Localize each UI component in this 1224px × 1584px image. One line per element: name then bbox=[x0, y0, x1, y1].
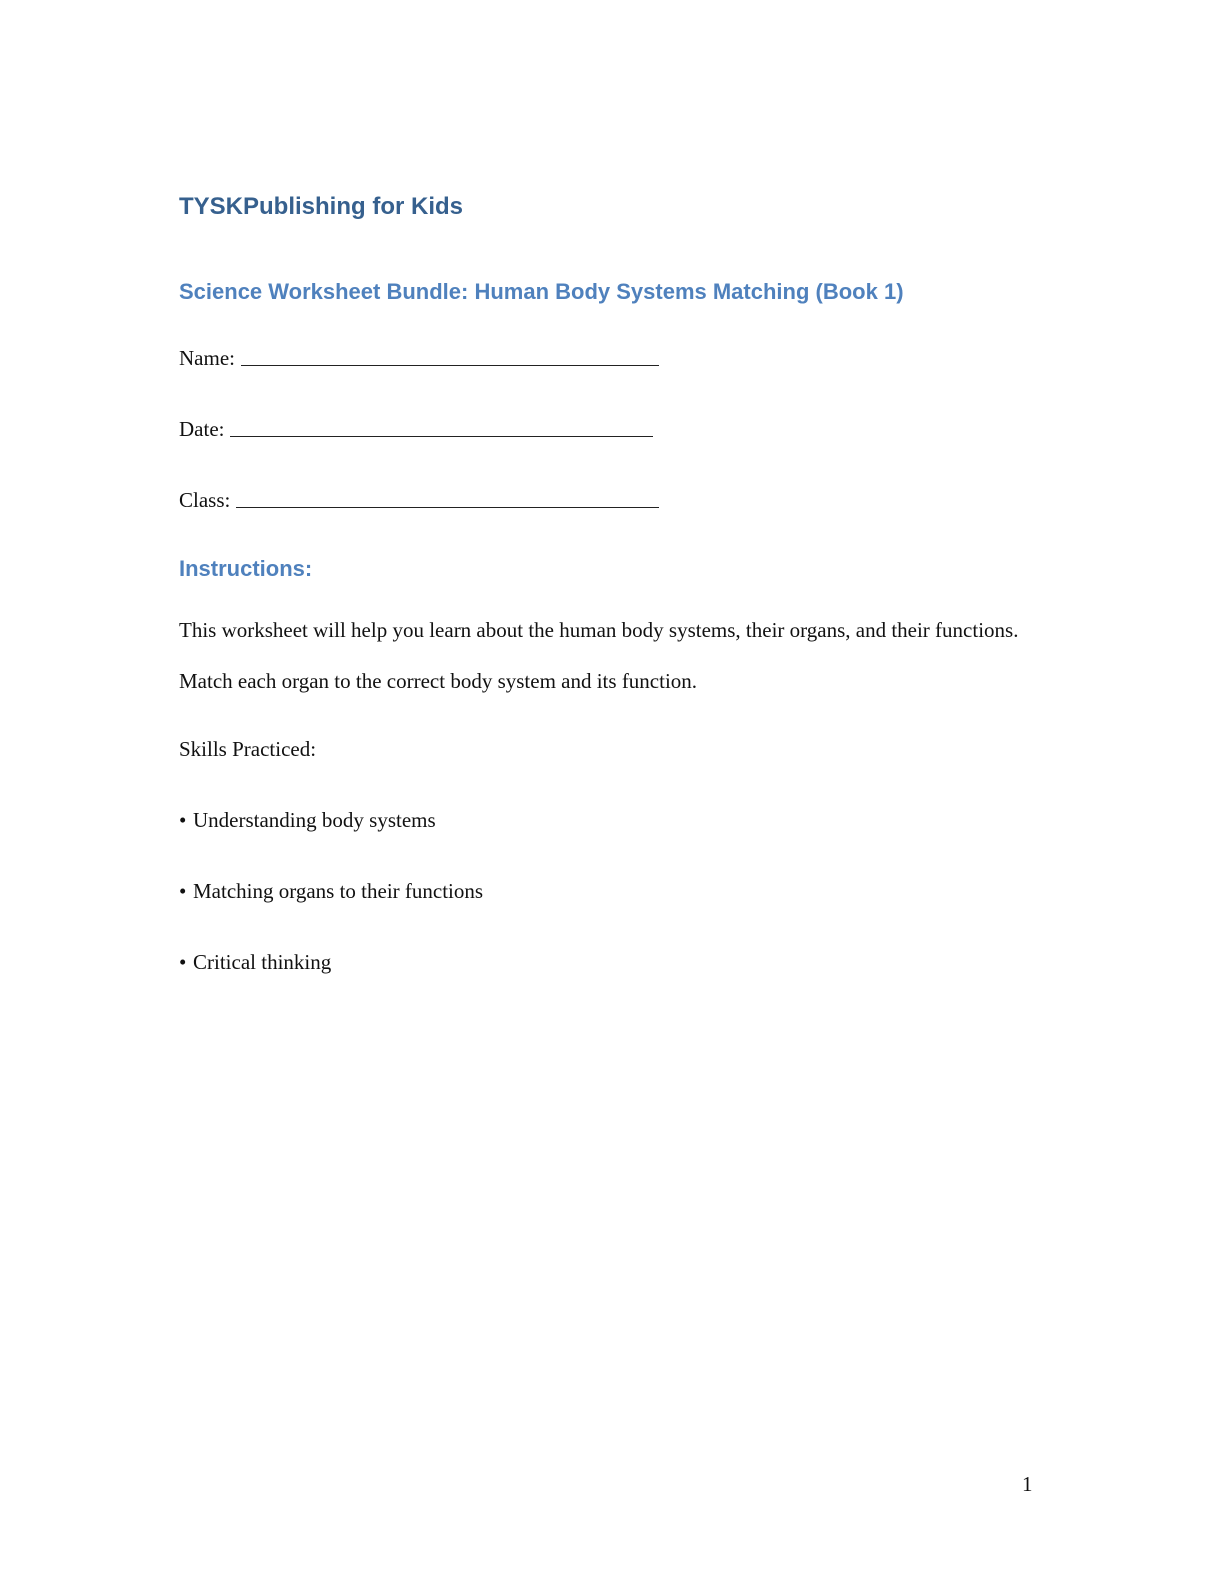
bullet-icon: • bbox=[179, 879, 187, 903]
skill-item bbox=[179, 808, 436, 833]
class-label: Class: bbox=[179, 488, 231, 512]
date-label: Date: bbox=[179, 417, 225, 441]
publisher-heading: TYSKPublishing for Kids bbox=[179, 193, 464, 220]
class-field bbox=[179, 482, 659, 512]
skill-item bbox=[179, 950, 331, 975]
skill-item-text: Critical thinking bbox=[193, 950, 332, 974]
date-field bbox=[179, 411, 653, 441]
name-label: Name: bbox=[179, 346, 235, 370]
worksheet-title: Science Worksheet Bundle: Human Body Systems Matching (Book 1) bbox=[179, 279, 904, 304]
skills-label: Skills Practiced: bbox=[179, 737, 317, 761]
instructions-heading: Instructions: bbox=[179, 556, 313, 581]
skill-item-text: Understanding body systems bbox=[193, 808, 436, 832]
name-field bbox=[179, 340, 659, 370]
skill-item-text: Matching organs to their functions bbox=[193, 879, 484, 903]
class-blank-line[interactable] bbox=[236, 487, 659, 508]
bullet-icon: • bbox=[179, 808, 187, 832]
page-number: 1 bbox=[1022, 1472, 1033, 1496]
skill-item bbox=[179, 879, 483, 904]
name-blank-line[interactable] bbox=[241, 345, 659, 366]
instructions-text: This worksheet will help you learn about the human body systems, their organs, and their functions. Match each organ to the correct body system and its function. bbox=[179, 618, 1019, 693]
bullet-icon: • bbox=[179, 950, 187, 974]
date-blank-line[interactable] bbox=[230, 416, 653, 437]
